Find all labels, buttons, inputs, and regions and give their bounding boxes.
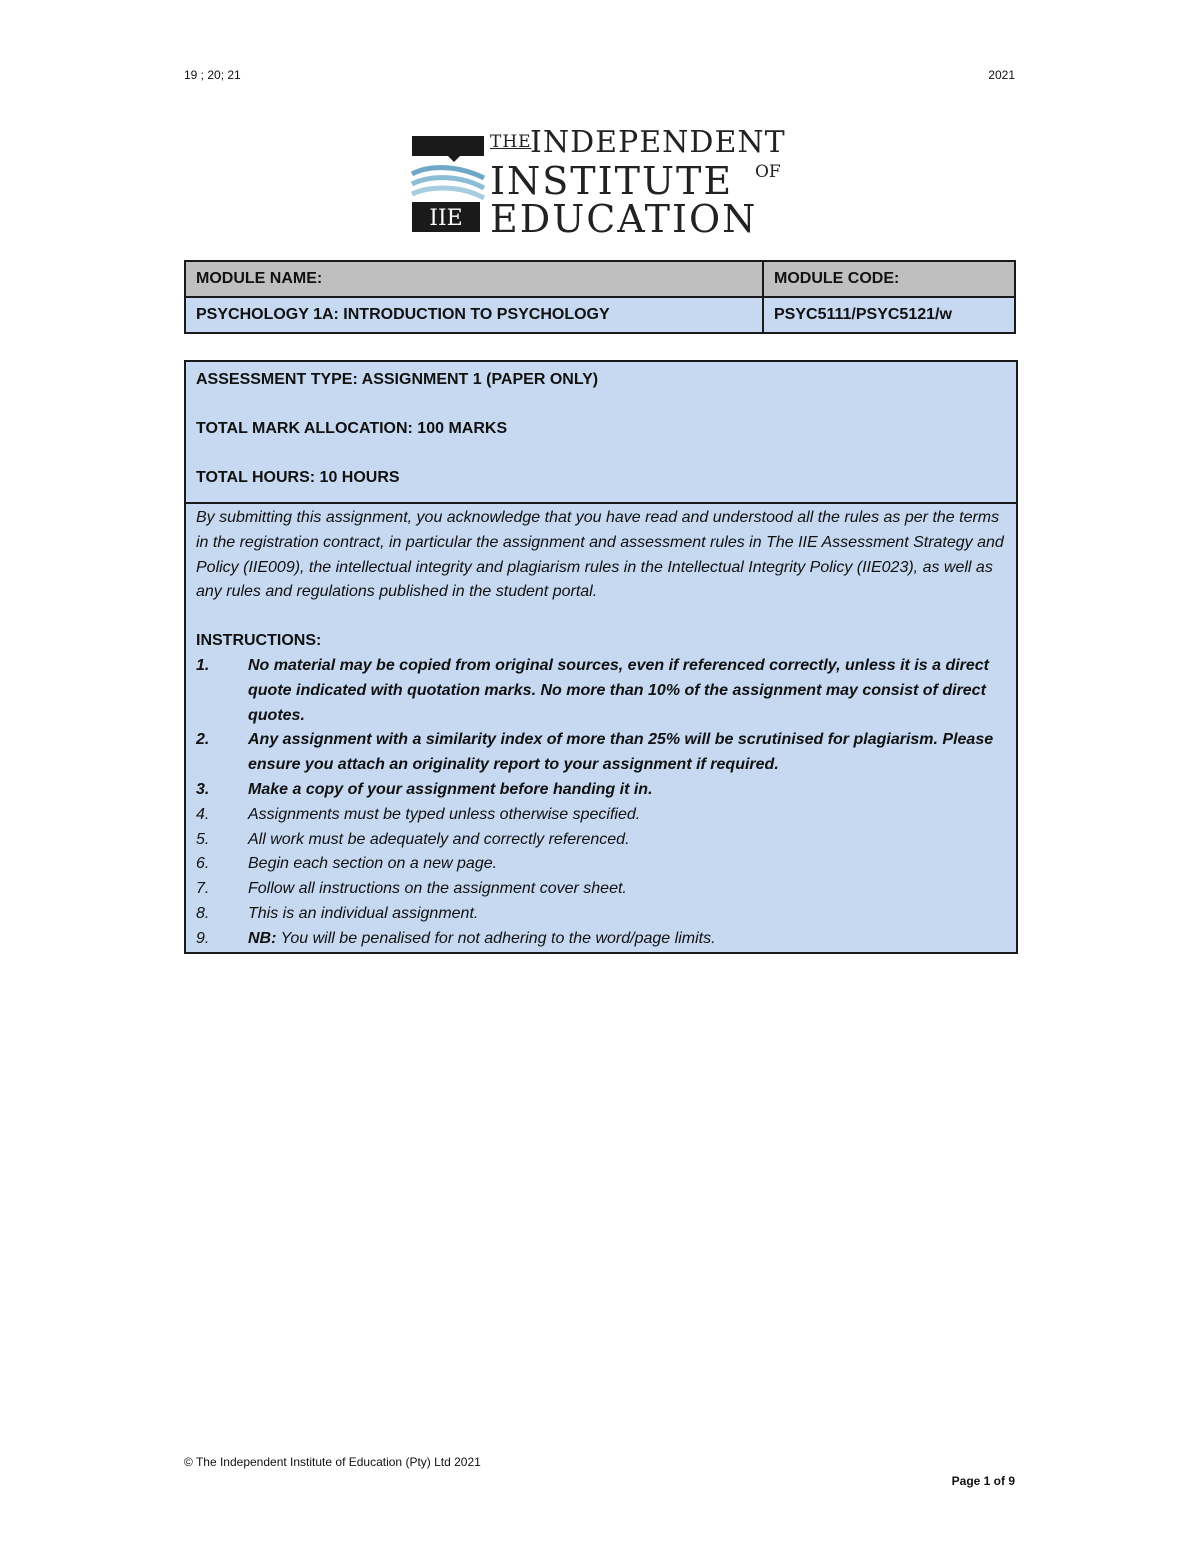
assessment-box (184, 360, 1018, 954)
assessment-summary (186, 362, 1016, 504)
logo-badge-text: IIE (429, 206, 463, 231)
instruction-item: 4. Assignments must be typed unless otherwise specified. (196, 805, 641, 823)
assessment-instructions-section (186, 504, 1016, 952)
logo-education-text: EDUCATION (490, 197, 758, 241)
logo-of-text: OF (755, 162, 781, 182)
submission-declaration: By submitting this assignment, you acknowledge that you have read and understood all the rules as per the terms in the registration contract, in particular the assignment and assessment rules in The IIE Assessment Strategy and Policy (IIE009), the intellectual integrity and plagiarism rules in the Intellectual Integrity Policy (IIE023), as well as any rules and regulations published in the student portal. (196, 509, 1004, 601)
logo-independent-text: INDEPENDENT (530, 125, 786, 160)
instruction-item: 1. No material may be copied from original sources, even if referenced correctly, unless it is a direct quote indicated with quotation marks. No more than 10% of the assignment may consist of direct quotes. (196, 656, 990, 724)
footer-copyright: © The Independent Institute of Education (Pty) Ltd 2021 (184, 1455, 481, 1469)
instructions-list (196, 654, 1006, 952)
assessment-type: ASSESSMENT TYPE: ASSIGNMENT 1 (PAPER ONLY) (196, 371, 599, 388)
total-mark-allocation: TOTAL MARK ALLOCATION: 100 MARKS (196, 420, 508, 437)
total-hours: TOTAL HOURS: 10 HOURS (196, 469, 400, 486)
header-left-text: 19 ; 20; 21 (184, 68, 241, 82)
instructions-title: INSTRUCTIONS: (196, 632, 322, 650)
instruction-item: 7. Follow all instructions on the assignment cover sheet. (196, 880, 627, 898)
module-code-value: PSYC5111/PSYC5121/w (763, 297, 1015, 333)
instruction-item: 6. Begin each section on a new page. (196, 855, 498, 873)
module-name-header: MODULE NAME: (185, 261, 763, 297)
module-code-header: MODULE CODE: (763, 261, 1015, 297)
logo-the-text: THE (490, 132, 532, 152)
page-number: Page 1 of 9 (951, 1474, 1015, 1488)
instruction-item: 3. Make a copy of your assignment before handing it in. (196, 780, 653, 798)
instruction-item: 8. This is an individual assignment. (196, 904, 479, 922)
instruction-item: 5. All work must be adequately and correctly referenced. (196, 830, 630, 848)
module-table (184, 260, 1016, 334)
module-name-value: PSYCHOLOGY 1A: INTRODUCTION TO PSYCHOLOGY (185, 297, 763, 333)
logo-institute-text: INSTITUTE (490, 159, 734, 203)
instruction-item: 2. Any assignment with a similarity index of more than 25% will be scrutinised for plagiarism. Please ensure you attach an originality report to your assignment if required. (196, 731, 994, 774)
header-year: 2021 (988, 68, 1015, 82)
instruction-item: 9. NB: You will be penalised for not adhering to the word/page limits. (196, 929, 716, 947)
nb-label: NB: (248, 929, 277, 947)
